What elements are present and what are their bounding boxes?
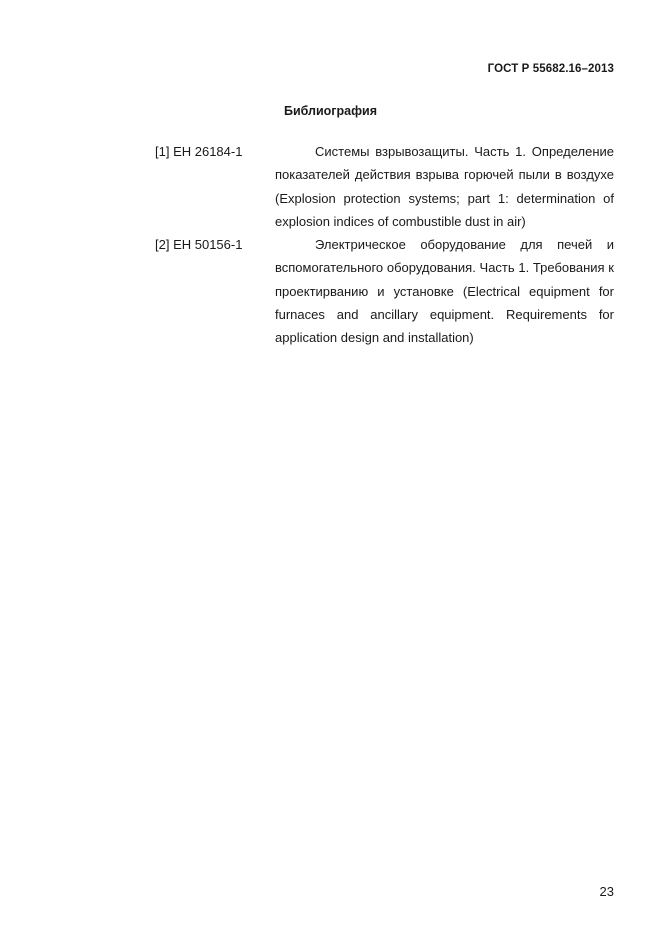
bibliography-entry-1 bbox=[155, 140, 614, 233]
bibliography-list bbox=[155, 140, 614, 350]
section-title: Библиография bbox=[283, 104, 378, 118]
bibliography-text: Системы взрывозащиты. Часть 1. Определение показателей действия взрыва горючей пыли в воздухе (Explosion protection systems; part 1: determination of explosion indices of combustible dust in air) bbox=[275, 144, 614, 229]
page-number: 23 bbox=[599, 884, 614, 899]
bibliography-text: Электрическое оборудование для печей и вспомогательного оборудования. Часть 1. Требования к проектирванию и установке (Electrical equipment for furnaces and ancillary equipment. Requirements for application design and installation) bbox=[275, 237, 614, 346]
bibliography-ref: [2] ЕН 50156-1 bbox=[155, 237, 243, 253]
bibliography-ref: [1] ЕН 26184-1 bbox=[155, 144, 243, 159]
document-code: ГОСТ Р 55682.16–2013 bbox=[487, 63, 614, 75]
bibliography-entry-2 bbox=[155, 233, 614, 349]
